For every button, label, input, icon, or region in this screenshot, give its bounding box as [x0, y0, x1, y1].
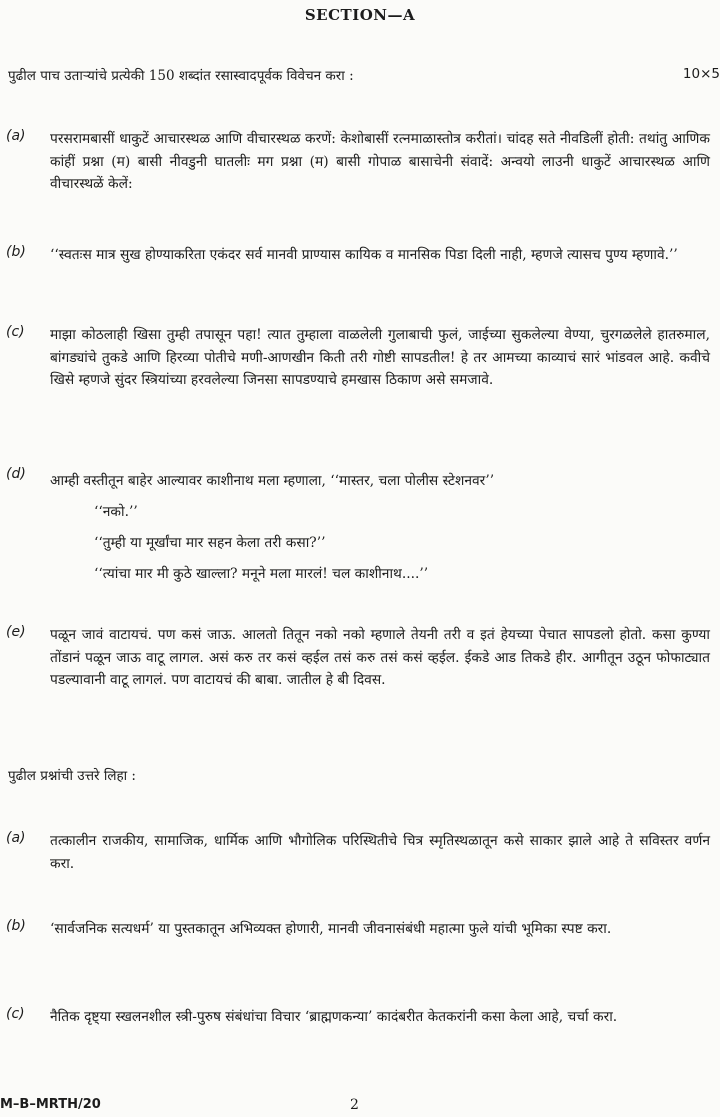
- question-text: नैतिक दृष्ट्या स्खलनशील स्त्री-पुरुष संबंधांचा विचार ‘ब्राह्मणकन्या’ कादंबरीत केतकरांनी कसा केला आहे, चर्चा करा.: [50, 1009, 618, 1025]
- question-text: ‘‘स्वतःस मात्र सुख होण्याकरिता एकंदर सर्व मानवी प्राण्यास कायिक व मानसिक पिडा दिली नाही, म्हणजे त्यासच पुण्य म्हणावे.’’: [50, 247, 678, 263]
- part1-instruction: पुढील पाच उताऱ्यांचे प्रत्येकी 150 शब्दांत रसास्वादपूर्वक विवेचन करा :: [8, 68, 354, 84]
- section-title: SECTION—A: [304, 6, 416, 24]
- dialog-line: ‘‘तुम्ही या मूर्खांचा मार सहन केला तरी कसा?’’: [94, 535, 326, 551]
- question-text: पळून जावं वाटायचं. पण कसं जाऊ. आलतो तितून नको नको म्हणाले तेयनी तरी व इतं हेयच्या पेचात सापडलो होतो. कसा कुण्या तोंडानं पळून जाऊ वाटू लागल. असं करु तर कसं व्हईल तसं करु तसं कसं व्हईल. ईकडे आड तिकडे हीर. आगीतून उठून फोफाट्यात पडल्यावानी वाटू लागलं. पण वाटायचं की बाबा. जातील हे बी दिवस.: [50, 627, 710, 688]
- question-2a: [6, 830, 710, 875]
- question-intro: आम्ही वस्तीतून बाहेर आल्यावर काशीनाथ मला म्हणाला, ‘‘मास्तर, चला पोलीस स्टेशनवर’’: [50, 473, 495, 489]
- question-1d: [6, 466, 710, 590]
- question-text: तत्कालीन राजकीय, सामाजिक, धार्मिक आणि भौगोलिक परिस्थितीचे चित्र स्मृतिस्थळातून कसे साकार झाले आहे ते सविस्तर वर्णन करा.: [50, 833, 710, 872]
- question-label: (a): [6, 128, 26, 144]
- question-text: [50, 466, 710, 590]
- question-1c: [6, 324, 710, 392]
- question-label: (a): [6, 830, 26, 846]
- dialog-line: ‘‘त्यांचा मार मी कुठे खाल्ला? मनूने मला मारलं! चल काशीनाथ....’’: [94, 566, 429, 582]
- question-label: (c): [6, 1006, 25, 1022]
- dialog-line: ‘‘नको.’’: [94, 504, 138, 520]
- question-label: (d): [6, 466, 26, 482]
- part1-marks: 10×5: [682, 66, 720, 82]
- question-1b: [6, 244, 710, 267]
- paper-code: M–B–MRTH/20: [0, 1097, 101, 1112]
- page-number: 2: [350, 1097, 359, 1113]
- question-label: (e): [6, 624, 26, 640]
- question-text: परसरामबासीं धाकुटें आचारस्थळ आणि वीचारस्थळ करणें: केशोबासीं रत्नमाळास्तोत्र करीतां। चांदह सते नीवडिलीं होती: तथांतु आणिक कांहीं प्रश्ना (म) बासी नीवडुनी घातलीः मग प्रश्ना (म) बासी गोपाळ बासाचेनी संवादें: अन्वयो लाउनी धाकुटें आचारस्थळ आणि वीचारस्थळें केलें:: [50, 131, 710, 192]
- question-text: माझा कोठलाही खिसा तुम्ही तपासून पहा! त्यात तुम्हाला वाळलेली गुलाबाची फुलं, जाईच्या सुकलेल्या वेण्या, चुरगळलेले हातरुमाल, बांगड्यांचे तुकडे आणि हिरव्या पोतीचे मणी-आणखीन किती तरी गोष्टी सापडतील! हे तर आमच्या काव्याचं सारं भांडवल आहे. कवीचे खिसे म्हणजे सुंदर स्त्रियांच्या हरवलेल्या जिनसा सापडण्याचे हमखास ठिकाण असे समजावे.: [50, 327, 710, 388]
- question-label: (b): [6, 244, 26, 260]
- question-text: ‘सार्वजनिक सत्यधर्म’ या पुस्तकातून अभिव्यक्त होणारी, मानवी जीवनासंबंधी महात्मा फुले यांची भूमिका स्पष्ट करा.: [50, 921, 612, 937]
- question-1e: [6, 624, 710, 692]
- question-label: (b): [6, 918, 26, 934]
- part2-instruction: पुढील प्रश्नांची उत्तरे लिहा :: [8, 768, 136, 784]
- question-1a: [6, 128, 710, 196]
- question-2c: [6, 1006, 710, 1029]
- question-2b: [6, 918, 710, 941]
- question-label: (c): [6, 324, 25, 340]
